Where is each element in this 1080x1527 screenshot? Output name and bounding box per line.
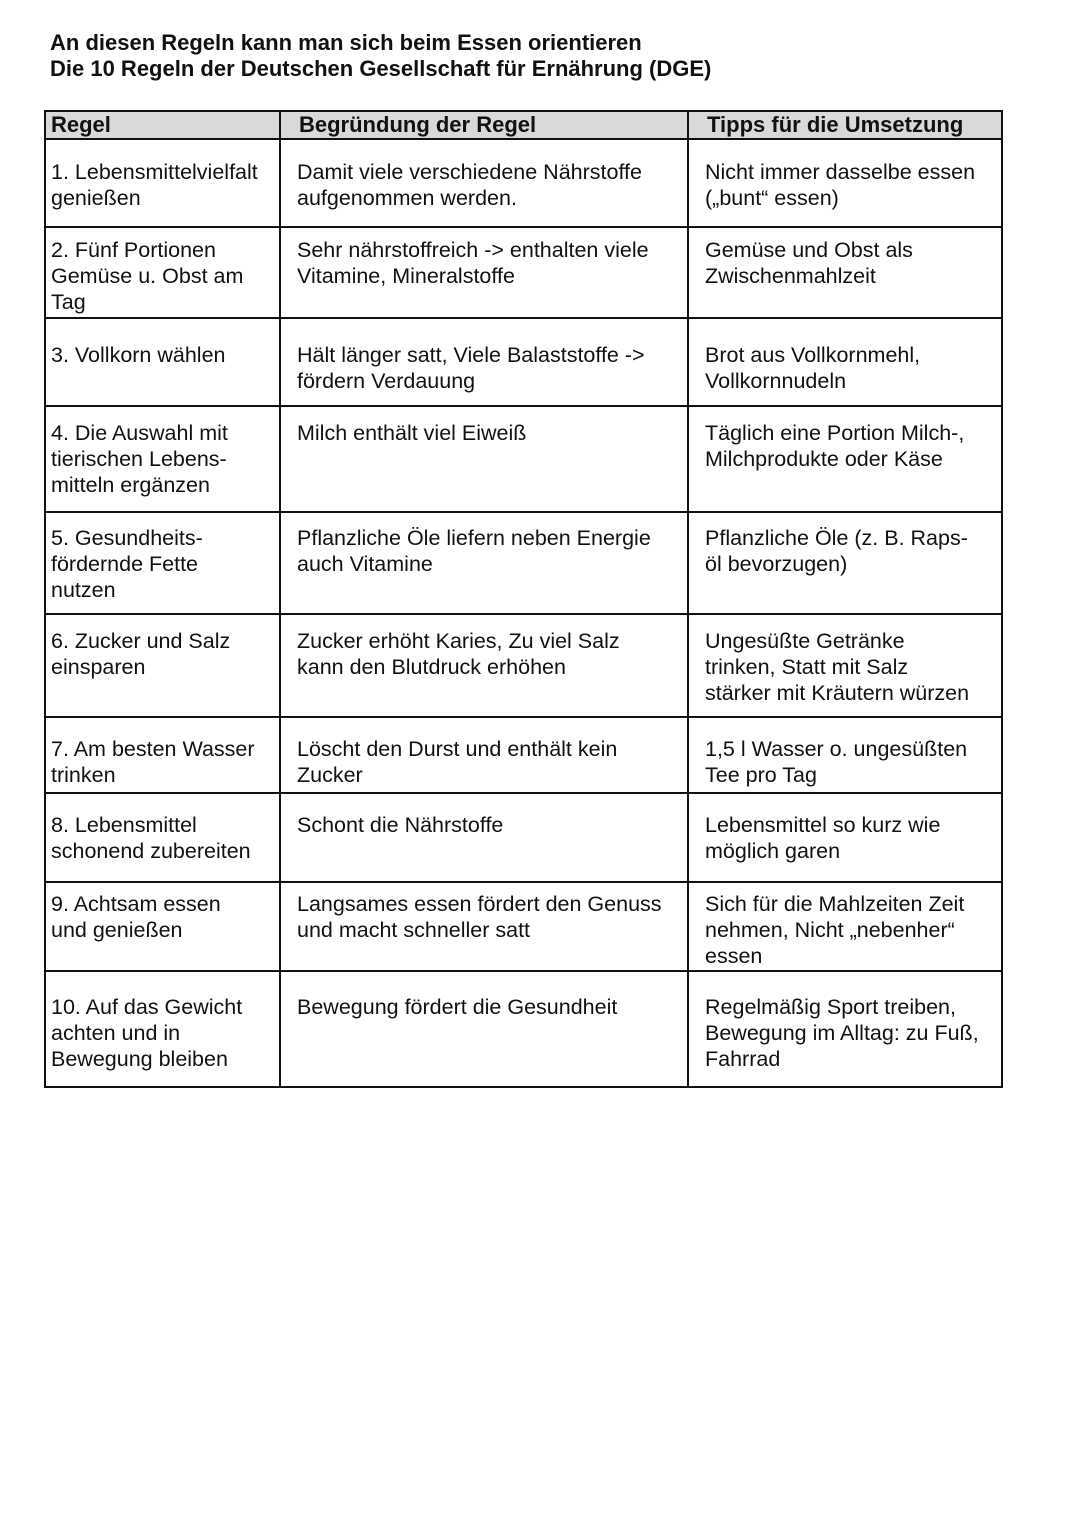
reason-cell: Pflanzliche Öle liefern neben Energie auch Vitamine [280, 512, 688, 614]
rule-cell: 10. Auf das Gewicht achten und in Bewegung bleiben [45, 971, 280, 1087]
table-row [45, 793, 1002, 882]
reason-cell: Löscht den Durst und enthält kein Zucker [280, 717, 688, 793]
dge-rules-table [44, 110, 1003, 1088]
table-row [45, 227, 1002, 318]
rule-cell: 7. Am besten Wasser trinken [45, 717, 280, 793]
table-row [45, 512, 1002, 614]
reason-cell: Bewegung fördert die Gesundheit [280, 971, 688, 1087]
tip-cell: Täglich eine Portion Milch-, Milchprodukte oder Käse [688, 406, 1002, 512]
reason-cell: Schont die Nährstoffe [280, 793, 688, 882]
column-header-begruendung: Begründung der Regel [280, 111, 688, 139]
rule-cell: 4. Die Auswahl mit tierischen Lebens- mitteln ergänzen [45, 406, 280, 512]
reason-cell: Zucker erhöht Karies, Zu viel Salz kann den Blutdruck erhöhen [280, 614, 688, 717]
rule-cell: 2. Fünf Portionen Gemüse u. Obst am Tag [45, 227, 280, 318]
tip-cell: Regelmäßig Sport treiben, Bewegung im Alltag: zu Fuß, Fahrrad [688, 971, 1002, 1087]
column-header-regel: Regel [45, 111, 280, 139]
table-row [45, 406, 1002, 512]
table-row [45, 882, 1002, 971]
tip-cell: Lebensmittel so kurz wie möglich garen [688, 793, 1002, 882]
table-row [45, 318, 1002, 406]
table-body [45, 139, 1002, 1087]
tip-cell: Gemüse und Obst als Zwischenmahlzeit [688, 227, 1002, 318]
tip-cell: Ungesüßte Getränke trinken, Statt mit Salz stärker mit Kräutern würzen [688, 614, 1002, 717]
rule-cell: 1. Lebensmittelvielfalt genießen [45, 139, 280, 227]
document-title: An diesen Regeln kann man sich beim Essen orientieren [50, 30, 642, 55]
rule-cell: 8. Lebensmittel schonend zubereiten [45, 793, 280, 882]
rule-cell: 5. Gesundheits- fördernde Fette nutzen [45, 512, 280, 614]
table-row [45, 614, 1002, 717]
rule-cell: 9. Achtsam essen und genießen [45, 882, 280, 971]
tip-cell: Brot aus Vollkornmehl, Vollkornnudeln [688, 318, 1002, 406]
tip-cell: Pflanzliche Öle (z. B. Raps- öl bevorzugen) [688, 512, 1002, 614]
reason-cell: Langsames essen fördert den Genuss und macht schneller satt [280, 882, 688, 971]
reason-cell: Sehr nährstoffreich -> enthalten viele Vitamine, Mineralstoffe [280, 227, 688, 318]
tip-cell: Sich für die Mahlzeiten Zeit nehmen, Nicht „nebenher“ essen [688, 882, 1002, 971]
document-header [50, 30, 711, 82]
reason-cell: Damit viele verschiedene Nährstoffe aufgenommen werden. [280, 139, 688, 227]
rule-cell: 6. Zucker und Salz einsparen [45, 614, 280, 717]
table-row [45, 139, 1002, 227]
reason-cell: Hält länger satt, Viele Balaststoffe -> fördern Verdauung [280, 318, 688, 406]
table-row [45, 971, 1002, 1087]
tip-cell: 1,5 l Wasser o. ungesüßten Tee pro Tag [688, 717, 1002, 793]
reason-cell: Milch enthält viel Eiweiß [280, 406, 688, 512]
table-header-row [45, 111, 1002, 139]
table-header [45, 111, 1002, 139]
rule-cell: 3. Vollkorn wählen [45, 318, 280, 406]
table-row [45, 717, 1002, 793]
column-header-tipps: Tipps für die Umsetzung [688, 111, 1002, 139]
document-subtitle: Die 10 Regeln der Deutschen Gesellschaft für Ernährung (DGE) [50, 56, 712, 81]
tip-cell: Nicht immer dasselbe essen („bunt“ essen) [688, 139, 1002, 227]
